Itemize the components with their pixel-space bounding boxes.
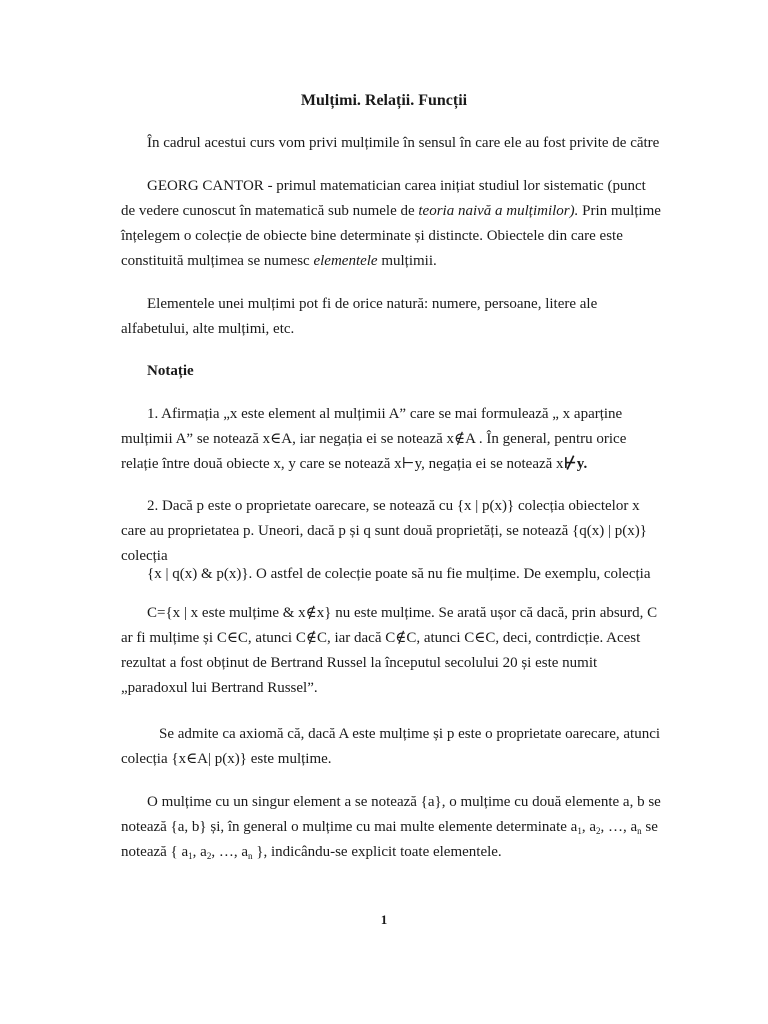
notation-item-2: 2. Dacă p este o proprietate oarecare, se notează cu {x | p(x)} colecția obiectelor x care au proprietatea p. Uneori, dacă p și q sunt două proprietăți, se notează {q(x) | p(x)} colecția xyxy=(121,498,647,564)
singleton-text-2: se notează { a xyxy=(121,819,658,860)
notation-item-1-text: 1. Afirmația „x este element al mulțimii A” care se mai formulează „ x aparține mulțimii A” se notează x∈A, iar negația ei se notează x∉A . În general, pentru orice relație între două obiecte x, y care se notează x⊢y, negația ei se notează x xyxy=(121,406,627,472)
separator: , a xyxy=(581,819,596,835)
elements-paragraph: Elementele unei mulțimi pot fi de orice natură: numere, persoane, litere ale alfabetului, alte mulțimi, etc. xyxy=(121,296,598,337)
notation-item-1 xyxy=(121,402,661,477)
subscript-2: 2 xyxy=(206,851,212,861)
separator: , …, a xyxy=(211,844,248,860)
separator: , …, a xyxy=(600,819,638,835)
subscript-n: n xyxy=(248,851,253,861)
page-number: 1 xyxy=(380,912,388,927)
singleton-text-1: O mulțime cu un singur element a se notează {a}, o mulțime cu două elemente a, b se notează {a, b} și, în general o mulțime cu mai multe elemente determinate a xyxy=(121,794,661,835)
subscript-n: n xyxy=(637,826,642,836)
subscript-1: 1 xyxy=(577,826,582,836)
cantor-italic-elements: elementele xyxy=(313,253,378,269)
cantor-text-3: mulțimii. xyxy=(377,253,437,269)
page-title: Mulțimi. Relații. Funcții xyxy=(300,92,468,109)
cantor-italic-naive-theory: teoria naivă a mulțimilor). xyxy=(418,203,579,219)
cantor-text-1: GEORG CANTOR - primul matematician carea inițiat studiul lor sistematic (punct de vedere cunoscut în matematică sub numele de xyxy=(121,178,646,219)
singleton-text-3: }, indicându-se explicit toate elementele. xyxy=(252,844,502,860)
subscript-2: 2 xyxy=(595,826,601,836)
notation-item-1-bold-end: ⊬y. xyxy=(563,456,588,472)
russell-paradox-paragraph: C={x | x este mulțime & x∉x} nu este mulțime. Se arată ușor că dacă, prin absurd, C ar fi mulțime și C∈C, atunci C∉C, iar dacă C∉C, atunci C∈C, deci, contrdicție. Acest rezultat a fost obținut de Bertrand Russel la începutul secolului 20 și este numit „paradoxul lui Bertrand Russel”. xyxy=(121,605,658,696)
notation-heading: Notație xyxy=(147,363,194,379)
singleton-paragraph xyxy=(121,790,661,865)
cantor-text-2: Prin mulțime înțelegem o colecție de obiecte bine determinate și distincte. Obiectele din care este constituită mulțimea se numesc xyxy=(121,203,661,269)
separator: , a xyxy=(192,844,207,860)
collection-line: {x | q(x) & p(x)}. O astfel de colecție poate să nu fie mulțime. De exemplu, colecția xyxy=(147,566,651,582)
axiom-paragraph: Se admite ca axiomă că, dacă A este mulțime și p este o proprietate oarecare, atunci colecția {x∈A| p(x)} este mulțime. xyxy=(121,726,661,767)
subscript-1: 1 xyxy=(188,851,193,861)
intro-paragraph: În cadrul acestui curs vom privi mulțimile în sensul în care ele au fost privite de către xyxy=(147,135,660,151)
cantor-paragraph xyxy=(121,174,661,274)
